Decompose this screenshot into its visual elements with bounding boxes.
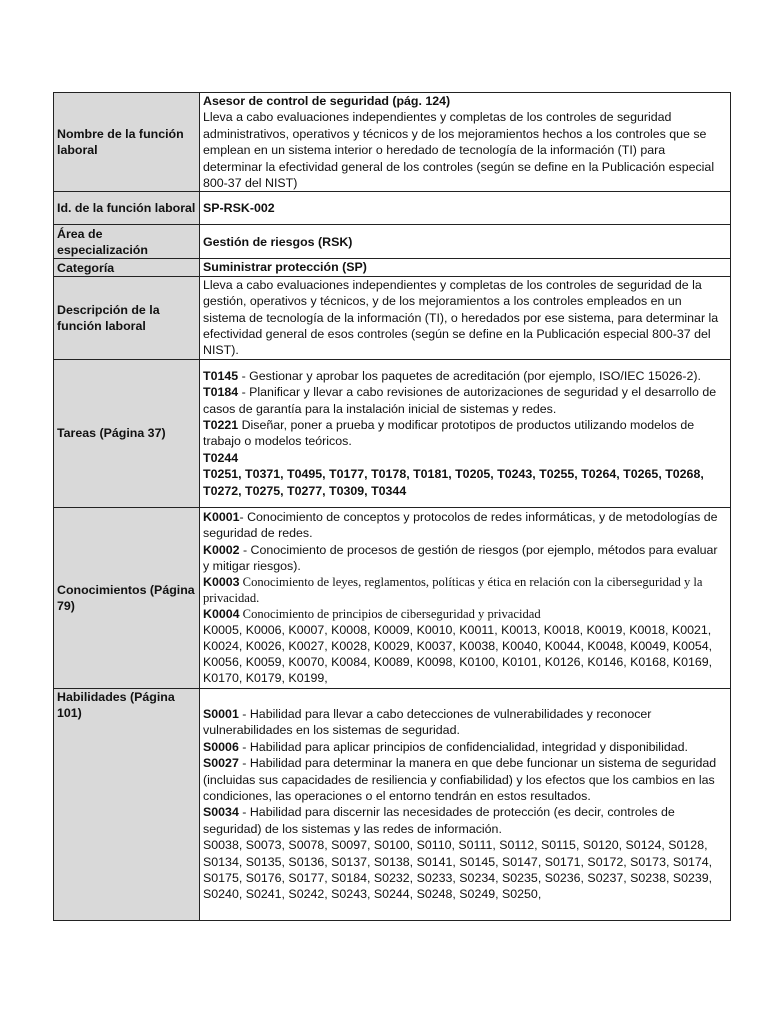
role-summary: Lleva a cabo evaluaciones independientes y completas de los controles de seguridad administrativos, operativos y técnicos y de los mejoramientos hechos a los controles que se emplean en un sistema interior o heredado de tecnología de la información (TI) para determinar la efectividad general de los controles (según se define en la Publicación especial 800-37 del NIST)	[203, 110, 715, 191]
label-descripcion: Descripción de la función laboral	[54, 276, 200, 359]
value-conocimientos	[200, 507, 731, 688]
task-code: T0145	[203, 368, 239, 383]
knowledge-code: K0003	[203, 574, 240, 589]
label-conocimientos: Conocimientos (Página 79)	[54, 507, 200, 688]
skill-code-list: S0038, S0073, S0078, S0097, S0100, S0110, S0111, S0112, S0115, S0120, S0124, S0128, S0134, S0135, S0136, S0137, S0138, S0141, S0145, S0147, S0171, S0172, S0173, S0174, S0175, S0176, S0177, S0184, S0232, S0233, S0234, S0235, S0236, S0237, S0238, S0239, S0240, S0241, S0242, S0243, S0244, S0248, S0249, S0250,	[203, 838, 713, 902]
knowledge-text: - Conocimiento de conceptos y protocolos de redes informáticas, y de metodologías de seguridad de redes.	[203, 510, 718, 541]
job-role-table	[53, 92, 731, 921]
skill-text: - Habilidad para llevar a cabo detecciones de vulnerabilidades y reconocer vulnerabilidades en los sistemas de seguridad.	[203, 706, 652, 738]
knowledge-code: K0002	[203, 542, 240, 557]
row-descripcion	[54, 276, 731, 359]
label-categoria: Categoría	[54, 259, 200, 276]
value-area: Gestión de riesgos (RSK)	[200, 225, 731, 259]
row-categoria	[54, 259, 731, 276]
value-tareas	[200, 359, 731, 507]
row-area	[54, 225, 731, 259]
row-habilidades	[54, 688, 731, 920]
task-code-list: T0251, T0371, T0495, T0177, T0178, T0181, T0205, T0243, T0255, T0264, T0265, T0268, T0272, T0275, T0277, T0309, T0344	[203, 467, 704, 498]
knowledge-text: Conocimiento de principios de ciberseguridad y privacidad	[239, 606, 541, 621]
value-id: SP-RSK-002	[200, 192, 731, 225]
skill-text: - Habilidad para determinar la manera en que debe funcionar un sistema de seguridad (incluidas sus capacidades de resiliencia y confiabilidad) y los efectos que los cambios en las condiciones, las operaciones o el entorno tendrán en estos resultados.	[203, 756, 717, 803]
task-text: - Planificar y llevar a cabo revisiones de autorizaciones de seguridad y el desarrollo de casos de garantía para la instalación inicial de sistemas y redes.	[203, 385, 717, 416]
knowledge-text: - Conocimiento de procesos de gestión de riesgos (por ejemplo, métodos para evaluar y mitigar riesgos).	[203, 542, 718, 573]
knowledge-code: K0001	[203, 510, 240, 525]
label-tareas: Tareas (Página 37)	[54, 359, 200, 507]
skill-code: S0034	[203, 805, 239, 820]
row-nombre	[54, 93, 731, 192]
value-habilidades	[200, 688, 731, 920]
label-area: Área de especialización	[54, 225, 200, 259]
skill-code: S0027	[203, 756, 239, 771]
label-id: Id. de la función laboral	[54, 192, 200, 225]
task-code: T0221	[203, 417, 239, 432]
skill-text: - Habilidad para aplicar principios de confidencialidad, integridad y disponibilidad.	[238, 739, 688, 754]
value-categoria: Suministrar protección (SP)	[200, 259, 731, 276]
task-code: T0184	[203, 385, 239, 400]
label-habilidades: Habilidades (Página 101)	[54, 688, 200, 920]
row-conocimientos	[54, 507, 731, 688]
skill-code: S0001	[203, 706, 239, 721]
task-code: T0244	[203, 450, 239, 465]
value-nombre	[200, 93, 731, 192]
value-descripcion: Lleva a cabo evaluaciones independientes y completas de los controles de seguridad de la gestión, operativos y técnicos, y de los mejoramientos a los controles empleados en un sistema de tecnología de la información (TI), o heredados por ese sistema, para determinar la efectividad general de esos controles (según se define en la Publicación especial 800-37 del NIST).	[200, 276, 731, 359]
task-text: - Gestionar y aprobar los paquetes de acreditación (por ejemplo, ISO/IEC 15026-2).	[238, 368, 701, 383]
knowledge-code: K0004	[203, 606, 240, 621]
label-nombre: Nombre de la función laboral	[54, 93, 200, 192]
role-title: Asesor de control de seguridad (pág. 124)	[203, 94, 451, 108]
knowledge-code-list: K0005, K0006, K0007, K0008, K0009, K0010, K0011, K0013, K0018, K0019, K0018, K0021, K0024, K0026, K0027, K0028, K0029, K0037, K0038, K0040, K0044, K0048, K0049, K0054, K0056, K0059, K0070, K0084, K0089, K0098, K0100, K0101, K0126, K0146, K0168, K0169, K0170, K0179, K0199,	[203, 623, 713, 686]
task-text: Diseñar, poner a prueba y modificar prototipos de productos utilizando modelos de trabajo o modelos teóricos.	[203, 417, 695, 449]
skill-text: - Habilidad para discernir las necesidades de protección (es decir, controles de seguridad) de los sistemas y las redes de información.	[203, 805, 675, 836]
knowledge-text: Conocimiento de leyes, reglamentos, políticas y ética en relación con la ciberseguridad y la privacidad.	[203, 574, 703, 605]
skill-code: S0006	[203, 739, 239, 754]
row-tareas	[54, 359, 731, 507]
row-id	[54, 192, 731, 225]
